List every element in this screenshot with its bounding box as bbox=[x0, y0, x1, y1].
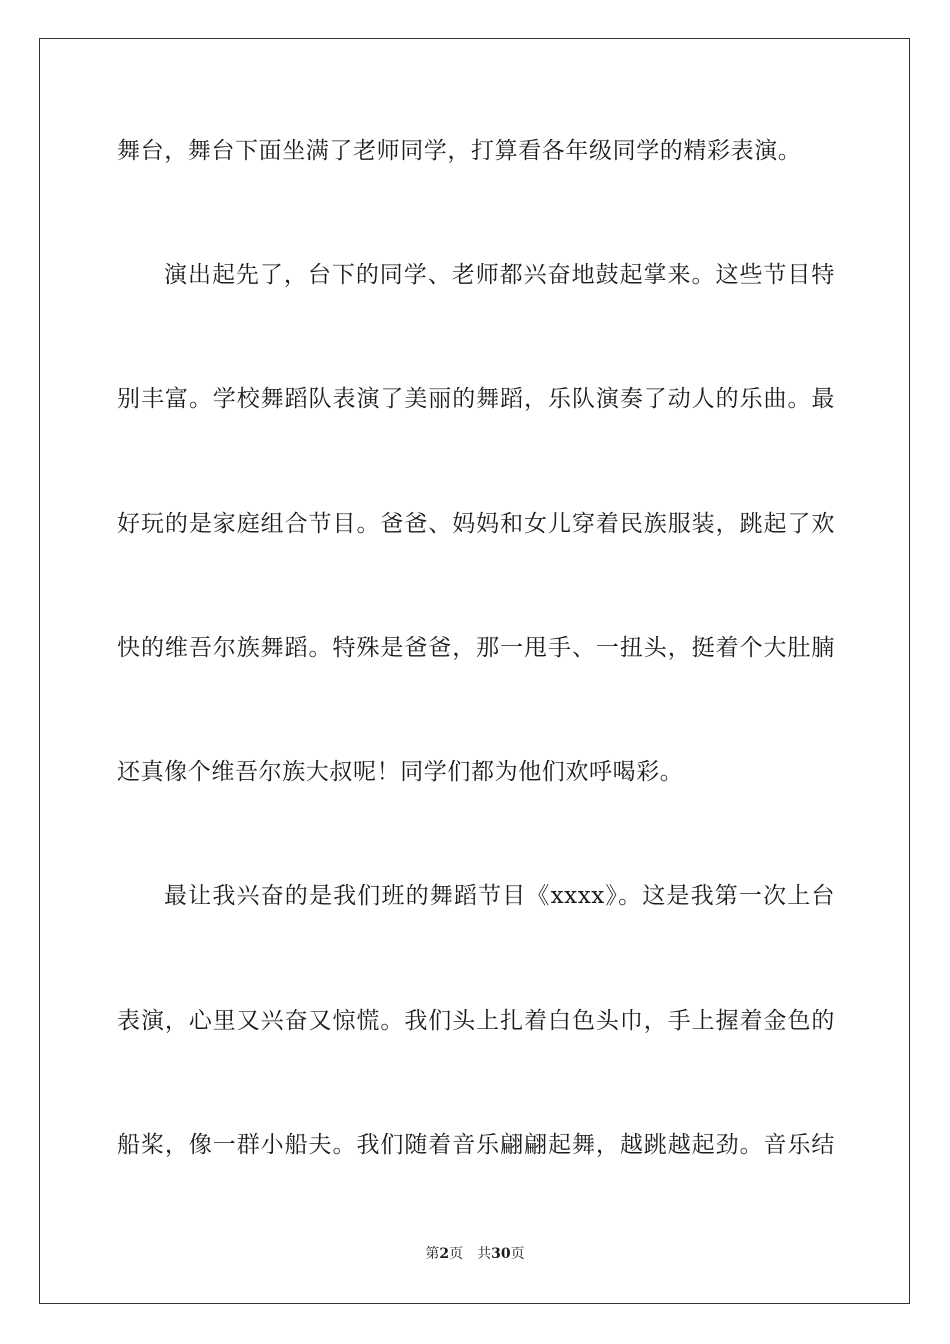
paragraph-line: 还真像个维吾尔族大叔呢！同学们都为他们欢呼喝彩。 bbox=[117, 759, 684, 785]
paragraph-line: 好玩的是家庭组合节目。爸爸、妈妈和女儿穿着民族服装，跳起了欢 bbox=[117, 511, 835, 537]
paragraph-line: 舞台，舞台下面坐满了老师同学，打算看各年级同学的精彩表演。 bbox=[117, 138, 802, 164]
footer-total-prefix: 共 bbox=[477, 1246, 492, 1262]
page-number-footer bbox=[0, 1245, 950, 1263]
paragraph-line: 演出起先了，台下的同学、老师都兴奋地鼓起掌来。这些节目特 bbox=[164, 262, 835, 288]
footer-total-suffix: 页 bbox=[510, 1246, 525, 1262]
footer-page-suffix: 页 bbox=[449, 1246, 464, 1262]
total-pages-number: 30 bbox=[491, 1246, 511, 1262]
footer-prefix: 第 bbox=[425, 1246, 440, 1262]
current-page-number: 2 bbox=[439, 1246, 450, 1262]
paragraph-line: 最让我兴奋的是我们班的舞蹈节目《xxxx》。这是我第一次上台 bbox=[164, 883, 835, 909]
paragraph-line: 别丰富。学校舞蹈队表演了美丽的舞蹈，乐队演奏了动人的乐曲。最 bbox=[117, 386, 835, 412]
paragraph-line: 船桨，像一群小船夫。我们随着音乐翩翩起舞，越跳越起劲。音乐结 bbox=[117, 1132, 835, 1158]
paragraph-line: 表演，心里又兴奋又惊慌。我们头上扎着白色头巾，手上握着金色的 bbox=[117, 1008, 835, 1034]
paragraph-line: 快的维吾尔族舞蹈。特殊是爸爸，那一甩手、一扭头，挺着个大肚腩 bbox=[117, 635, 835, 661]
page-border bbox=[39, 38, 910, 1304]
